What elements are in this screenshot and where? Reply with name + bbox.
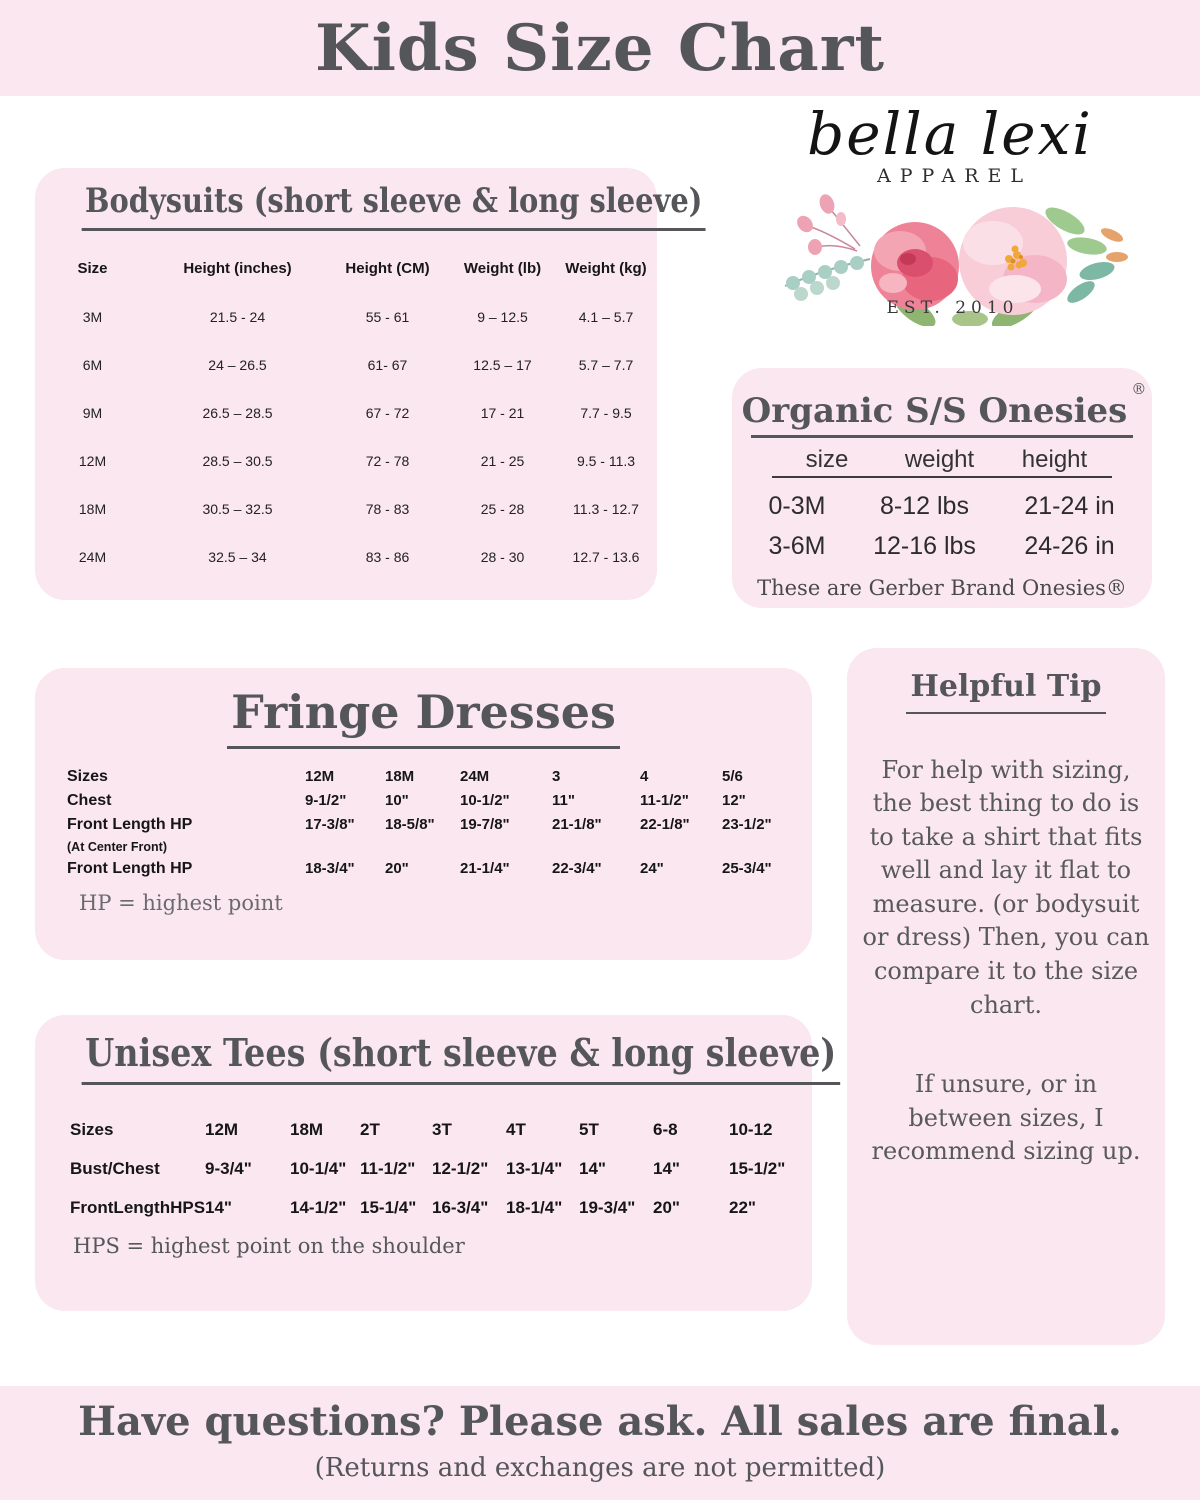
row-label: Sizes [67,767,108,785]
bodysuits-panel [35,168,703,600]
table-cell: 12M [78,453,107,470]
table-cell: 9M [82,405,103,422]
tees-title: Unisex Tees (short sleeve & long sleeve) [82,1031,840,1085]
table-cell: 0-3M [768,491,826,520]
fringe-title-wrap [35,668,812,749]
table-cell: 9-3/4" [205,1159,252,1179]
brand-name: bella lexi [807,100,1093,168]
footer-line2: (Returns and exchanges are not permitted) [314,1453,886,1483]
table-cell: 17 - 21 [480,405,525,422]
bodysuits-table [35,243,657,581]
table-cell: 67 - 72 [365,405,410,422]
table-cell: 17-3/8" [305,816,355,834]
row-label: Front Length HP [67,859,193,877]
onesies-title-underline [751,435,1133,438]
bodysuits-title: Bodysuits (short sleeve & long sleeve) [82,182,706,231]
table-cell: 11.3 - 12.7 [573,501,639,518]
table-cell: 15-1/4" [360,1198,417,1218]
table-cell: 3M [82,309,103,326]
table-cell: 21-1/8" [552,816,602,834]
table-cell: 12.7 - 13.6 [572,549,640,566]
table-cell: 22" [729,1198,756,1218]
table-cell: 4T [506,1120,526,1140]
table-cell: 21 - 25 [480,453,525,470]
onesies-note: These are Gerber Brand Onesies® [757,576,1127,601]
onesies-panel [732,368,1152,608]
table-cell: 20" [385,860,409,878]
footer-banner [0,1386,1200,1500]
fringe-title: Fringe Dresses [227,686,620,749]
table-cell: 13-1/4" [506,1159,563,1179]
unisex-tees-panel [35,1015,837,1311]
table-cell: 8-12 lbs [880,491,969,520]
table-cell: 5/6 [722,768,743,786]
table-cell: 24-26 in [1024,531,1115,560]
table-cell: 25 - 28 [480,501,525,518]
table-cell: 72 - 78 [365,453,410,470]
table-cell: 4.1 – 5.7 [578,309,634,326]
table-cell: 18-1/4" [506,1198,563,1218]
table-cell: 11-1/2" [360,1159,416,1179]
onesies-title-row [732,368,1152,438]
table-cell: 11" [552,792,575,810]
table-cell: 19-3/4" [579,1198,636,1218]
table-cell: 12M [205,1120,239,1140]
table-cell: 18-5/8" [385,816,435,834]
table-cell: 3T [432,1120,452,1140]
table-cell: 25-3/4" [722,860,772,878]
table-cell: 26.5 – 28.5 [202,405,273,422]
table-cell: 14-1/2" [290,1198,347,1218]
table-cell: 21-1/4" [460,860,510,878]
table-cell: 24 – 26.5 [208,357,267,374]
table-cell: 18M [385,768,415,786]
table-cell: 18M [78,501,107,518]
row-label: Bust/Chest [70,1159,160,1179]
onesies-table [732,486,1152,566]
table-cell: 12" [722,792,746,810]
table-cell: 15-1/2" [729,1159,786,1179]
table-cell: 10-1/2" [460,792,510,810]
table-cell: 9-1/2" [305,792,347,810]
column-header: height [1021,446,1088,474]
tip-paragraph: For help with sizing, the best thing to do is to take a shirt that fits well and lay it flat to measure. (or bodysuit or dress) Then, you can compare it to the size chart. [862,755,1150,1019]
table-cell: 19-7/8" [460,816,510,834]
table-cell: 10" [385,792,409,810]
table-cell: 6M [82,357,103,374]
fringe-note: HP = highest point [79,890,283,915]
table-cell: 20" [653,1198,680,1218]
column-header: Weight (lb) [463,259,542,277]
row-label: Chest [67,791,112,809]
table-cell: 12-1/2" [432,1159,489,1179]
table-cell: 6-8 [653,1120,678,1140]
table-cell: 28 - 30 [480,549,525,566]
table-cell: 24M [460,768,490,786]
table-cell: 12M [305,768,335,786]
table-cell: 5.7 – 7.7 [578,357,634,374]
helpful-tip-panel [847,648,1165,1345]
onesies-title: Organic S/S Onesies [741,391,1128,431]
tees-title-wrap [82,1015,837,1085]
column-header: Weight (kg) [565,259,647,277]
table-cell: 18-3/4" [305,860,355,878]
row-sublabel: (At Center Front) [67,839,167,854]
table-cell: 83 - 86 [365,549,410,566]
table-cell: 10-12 [729,1120,773,1140]
table-cell: 16-3/4" [432,1198,489,1218]
table-cell: 3 [552,768,561,786]
tip-title-wrap [847,648,1165,714]
table-cell: 12-16 lbs [873,531,976,560]
table-cell: 30.5 – 32.5 [202,501,273,518]
header-banner [0,0,1200,96]
table-cell: 24" [640,860,664,878]
tees-note: HPS = highest point on the shoulder [73,1233,465,1258]
row-label: Front Length HP [67,815,193,833]
page-title: Kids Size Chart [314,10,886,86]
table-cell: 61- 67 [367,357,408,374]
table-cell: 22-1/8" [640,816,690,834]
table-cell: 78 - 83 [365,501,410,518]
registered-mark: ® [1131,380,1147,398]
row-label: Sizes [70,1120,114,1140]
table-cell: 24M [78,549,107,566]
table-cell: 3-6M [768,531,826,560]
brand-subtitle: APPAREL [876,164,1033,187]
fringe-dresses-panel [35,668,812,960]
table-cell: 14" [579,1159,606,1179]
table-cell: 2T [360,1120,380,1140]
table-cell: 9.5 - 11.3 [576,453,636,470]
onesies-table-header [772,446,1112,478]
tees-table [35,1111,812,1228]
table-cell: 21-24 in [1024,491,1115,520]
table-cell: 32.5 – 34 [208,549,267,566]
table-cell: 23-1/2" [722,816,772,834]
table-cell: 10-1/4" [290,1159,347,1179]
table-cell: 12.5 – 17 [473,357,532,374]
row-label: FrontLengthHPS [70,1198,206,1218]
column-header: Height (inches) [183,259,292,277]
brand-established: EST. 2010 [886,297,1019,318]
brand-logo [735,100,1165,318]
table-cell: 55 - 61 [365,309,410,326]
column-header: size [805,446,849,474]
table-cell: 18M [290,1120,324,1140]
table-cell: 14" [205,1198,232,1218]
footer-line1: Have questions? Please ask. All sales are final. [78,1398,1122,1445]
table-cell: 14" [653,1159,680,1179]
table-cell: 28.5 – 30.5 [202,453,273,470]
column-header: Size [77,259,108,277]
tip-paragraph: If unsure, or in between sizes, I recommend sizing up. [871,1070,1141,1166]
table-cell: 4 [640,768,649,786]
table-cell: 22-3/4" [552,860,602,878]
fringe-table [35,765,812,881]
table-cell: 9 – 12.5 [477,309,528,326]
table-cell: 11-1/2" [640,792,689,810]
tip-title: Helpful Tip [906,670,1105,714]
table-cell: 7.7 - 9.5 [580,405,632,422]
bodysuits-title-wrap [82,168,703,231]
table-cell: 5T [579,1120,599,1140]
column-header: Height (CM) [345,259,430,277]
table-cell: 21.5 - 24 [209,309,266,326]
column-header: weight [904,446,975,474]
